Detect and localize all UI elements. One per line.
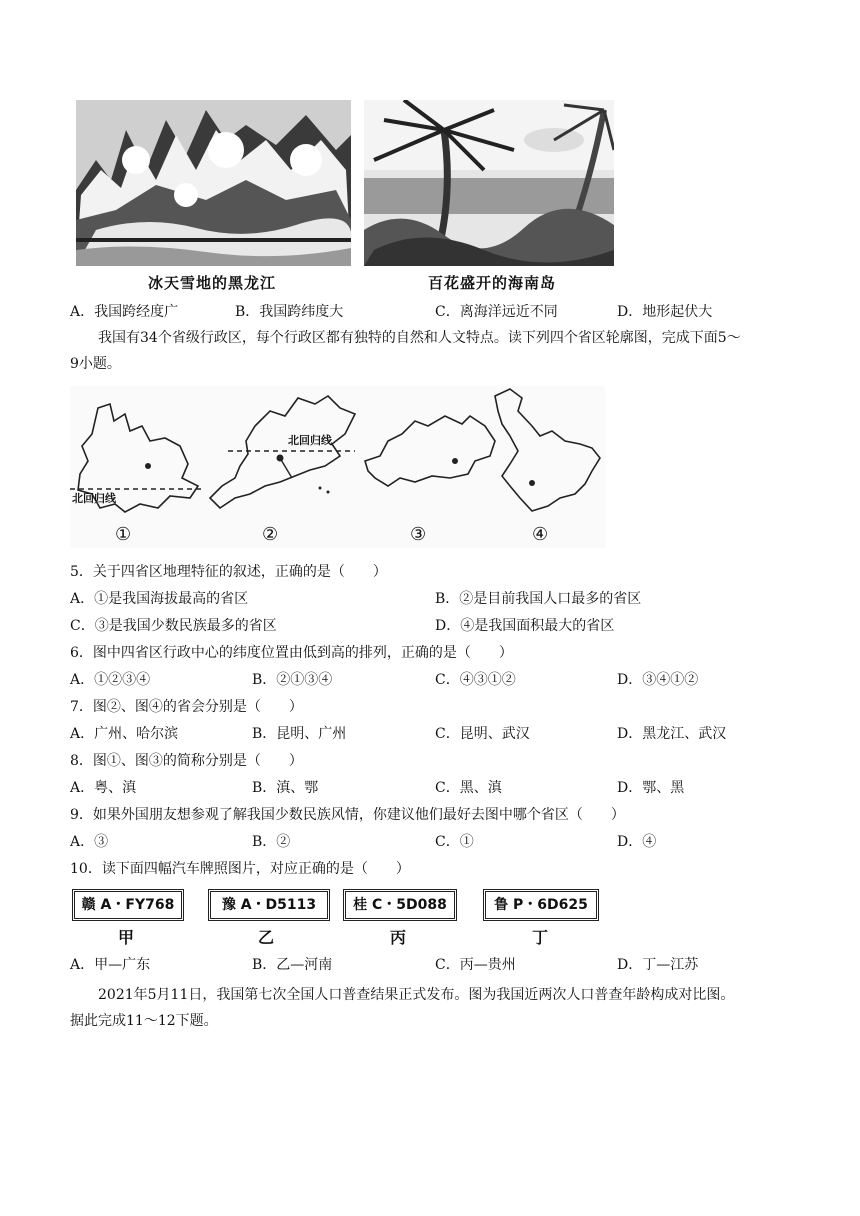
q7-option-c: C．昆明、武汉 [435,726,530,742]
map-label-2: ② [262,524,279,545]
intro-line-1: 我国有34个省级行政区，每个行政区都有独特的自然和人文特点。读下列四个省区轮廓图，完成下面5～ [98,330,741,346]
q5-option-a: A．①是我国海拔最高的省区 [70,591,249,607]
tropic-label-right: 北回归线 [288,434,332,447]
intro-paragraph-provinces [70,325,795,377]
map-label-4: ④ [532,524,549,545]
q6-stem: 6．图中四省区行政中心的纬度位置由低到高的排列，正确的是（ ） [70,645,513,661]
photo-caption-left: 冰天雪地的黑龙江 [148,274,277,292]
census-line-1: 2021年5月11日，我国第七次全国人口普查结果正式发布。图为我国近两次人口普查年龄构成对比图。 [98,987,735,1003]
q5-option-c: C．③是我国少数民族最多的省区 [70,618,277,634]
q9-option-b: B．② [252,834,291,850]
plate-label-bing: 丙 [390,928,407,947]
q9-option-d: D．④ [617,834,657,850]
map-label-3: ③ [410,524,427,545]
q5-option-d: D．④是我国面积最大的省区 [435,618,615,634]
intro-paragraph-census [70,982,795,1034]
license-plate-jia: 赣 A・FY768 [72,889,184,921]
plate-label-yi: 乙 [258,928,275,947]
q5-stem: 5．关于四省区地理特征的叙述，正确的是（ ） [70,564,387,580]
q10-option-d: D．丁—江苏 [617,957,699,973]
map-label-1: ① [115,524,132,545]
q7-option-a: A．广州、哈尔滨 [70,726,179,742]
q4-option-d: D．地形起伏大 [617,304,713,320]
q6-option-d: D．③④①② [617,672,699,688]
q7-stem: 7．图②、图④的省会分别是（ ） [70,699,303,715]
plate-label-ding: 丁 [532,928,549,947]
q8-stem: 8．图①、图③的简称分别是（ ） [70,753,303,769]
q8-option-c: C．黑、滇 [435,780,502,796]
license-plate-bing: 桂 C・5D088 [343,889,457,921]
q4-option-a: A．我国跨经度广 [70,304,179,320]
province-outline-map [70,386,605,548]
q6-option-a: A．①②③④ [70,672,151,688]
q5-option-b: B．②是目前我国人口最多的省区 [435,591,642,607]
plate-label-jia: 甲 [118,928,135,947]
q7-option-b: B．昆明、广州 [252,726,347,742]
q4-option-c: C．离海洋远近不同 [435,304,558,320]
q10-stem: 10．读下面四幅汽车牌照图片，对应正确的是（ ） [70,861,410,877]
q8-option-d: D．鄂、黑 [617,780,685,796]
q9-stem: 9．如果外国朋友想参观了解我国少数民族风情，你建议他们最好去图中哪个省区（ ） [70,807,625,823]
hainan-palm-photo [364,100,614,266]
q9-option-a: A．③ [70,834,109,850]
q9-option-c: C．① [435,834,474,850]
q7-option-d: D．黑龙江、武汉 [617,726,727,742]
q4-option-b: B．我国跨纬度大 [235,304,344,320]
heilongjiang-snow-photo [76,100,351,266]
license-plate-yi: 豫 A・D5113 [208,889,330,921]
q10-option-a: A．甲—广东 [70,957,151,973]
q6-option-c: C．④③①② [435,672,516,688]
q6-option-b: B．②①③④ [252,672,333,688]
q10-option-c: C．丙—贵州 [435,957,516,973]
intro-line-2: 9小题。 [70,356,121,372]
photo-caption-right: 百花盛开的海南岛 [428,274,557,292]
license-plate-ding: 鲁 P・6D625 [483,889,599,921]
q10-option-b: B．乙—河南 [252,957,333,973]
tropic-label-left: 北回归线 [72,492,116,505]
census-line-2: 据此完成11～12下题。 [70,1013,218,1029]
q8-option-b: B．滇、鄂 [252,780,319,796]
q8-option-a: A．粤、滇 [70,780,137,796]
